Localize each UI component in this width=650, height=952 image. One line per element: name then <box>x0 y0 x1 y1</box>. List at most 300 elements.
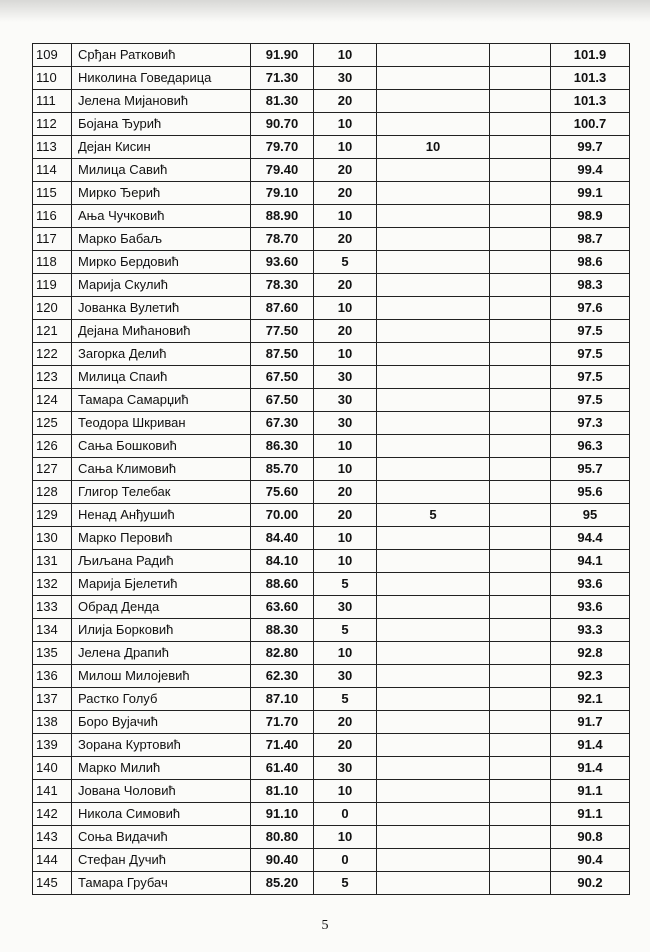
score-cell: 84.10 <box>251 550 314 573</box>
extra-points-cell <box>377 803 490 826</box>
score-cell: 75.60 <box>251 481 314 504</box>
points-cell: 20 <box>314 228 377 251</box>
row-number: 140 <box>33 757 72 780</box>
row-number: 120 <box>33 297 72 320</box>
candidate-name: Срђан Ратковић <box>72 44 251 67</box>
empty-cell <box>490 67 551 90</box>
extra-points-cell <box>377 113 490 136</box>
total-cell: 99.1 <box>551 182 630 205</box>
points-cell: 10 <box>314 297 377 320</box>
table-row <box>33 504 630 527</box>
total-cell: 91.7 <box>551 711 630 734</box>
score-cell: 79.40 <box>251 159 314 182</box>
empty-cell <box>490 343 551 366</box>
points-cell: 10 <box>314 205 377 228</box>
candidate-name: Никола Симовић <box>72 803 251 826</box>
candidate-name: Мирко Ђерић <box>72 182 251 205</box>
total-cell: 101.3 <box>551 90 630 113</box>
candidate-name: Јелена Мијановић <box>72 90 251 113</box>
table-row <box>33 688 630 711</box>
candidate-name: Тамара Самарџић <box>72 389 251 412</box>
table-row <box>33 435 630 458</box>
empty-cell <box>490 228 551 251</box>
row-number: 109 <box>33 44 72 67</box>
extra-points-cell <box>377 90 490 113</box>
total-cell: 98.6 <box>551 251 630 274</box>
score-cell: 79.70 <box>251 136 314 159</box>
points-cell: 20 <box>314 734 377 757</box>
total-cell: 90.4 <box>551 849 630 872</box>
score-cell: 63.60 <box>251 596 314 619</box>
score-cell: 61.40 <box>251 757 314 780</box>
points-cell: 30 <box>314 665 377 688</box>
empty-cell <box>490 182 551 205</box>
table-row <box>33 527 630 550</box>
table-row <box>33 228 630 251</box>
empty-cell <box>490 757 551 780</box>
candidate-name: Јована Чоловић <box>72 780 251 803</box>
total-cell: 97.6 <box>551 297 630 320</box>
score-cell: 85.20 <box>251 872 314 895</box>
extra-points-cell: 5 <box>377 504 490 527</box>
score-cell: 88.90 <box>251 205 314 228</box>
candidate-name: Љиљана Радић <box>72 550 251 573</box>
candidate-name: Ања Чучковић <box>72 205 251 228</box>
candidate-name: Марко Бабаљ <box>72 228 251 251</box>
table-row <box>33 481 630 504</box>
table-row <box>33 90 630 113</box>
empty-cell <box>490 320 551 343</box>
total-cell: 95 <box>551 504 630 527</box>
row-number: 127 <box>33 458 72 481</box>
empty-cell <box>490 688 551 711</box>
row-number: 117 <box>33 228 72 251</box>
table-row <box>33 343 630 366</box>
row-number: 125 <box>33 412 72 435</box>
points-cell: 30 <box>314 596 377 619</box>
points-cell: 30 <box>314 67 377 90</box>
row-number: 113 <box>33 136 72 159</box>
extra-points-cell <box>377 251 490 274</box>
candidate-name: Обрад Денда <box>72 596 251 619</box>
empty-cell <box>490 527 551 550</box>
empty-cell <box>490 504 551 527</box>
empty-cell <box>490 136 551 159</box>
candidate-name: Теодора Шкриван <box>72 412 251 435</box>
total-cell: 96.3 <box>551 435 630 458</box>
candidate-name: Марко Милић <box>72 757 251 780</box>
table-row <box>33 757 630 780</box>
score-cell: 78.70 <box>251 228 314 251</box>
row-number: 131 <box>33 550 72 573</box>
row-number: 115 <box>33 182 72 205</box>
points-cell: 10 <box>314 343 377 366</box>
table-row <box>33 113 630 136</box>
points-cell: 20 <box>314 159 377 182</box>
table-row <box>33 573 630 596</box>
extra-points-cell <box>377 550 490 573</box>
row-number: 134 <box>33 619 72 642</box>
table-row <box>33 665 630 688</box>
points-cell: 30 <box>314 412 377 435</box>
table-row <box>33 44 630 67</box>
candidate-name: Николина Говедарица <box>72 67 251 90</box>
empty-cell <box>490 826 551 849</box>
points-cell: 0 <box>314 849 377 872</box>
table-row <box>33 619 630 642</box>
extra-points-cell <box>377 159 490 182</box>
extra-points-cell <box>377 320 490 343</box>
points-cell: 20 <box>314 481 377 504</box>
candidate-name: Загорка Делић <box>72 343 251 366</box>
candidate-name: Боро Вујачић <box>72 711 251 734</box>
total-cell: 90.8 <box>551 826 630 849</box>
table-row <box>33 826 630 849</box>
row-number: 136 <box>33 665 72 688</box>
total-cell: 93.6 <box>551 573 630 596</box>
extra-points-cell <box>377 688 490 711</box>
row-number: 133 <box>33 596 72 619</box>
points-cell: 10 <box>314 136 377 159</box>
score-cell: 67.50 <box>251 389 314 412</box>
row-number: 114 <box>33 159 72 182</box>
table-row <box>33 297 630 320</box>
row-number: 138 <box>33 711 72 734</box>
points-cell: 5 <box>314 573 377 596</box>
points-cell: 10 <box>314 550 377 573</box>
score-cell: 67.50 <box>251 366 314 389</box>
points-cell: 10 <box>314 113 377 136</box>
extra-points-cell <box>377 849 490 872</box>
extra-points-cell <box>377 228 490 251</box>
points-cell: 10 <box>314 780 377 803</box>
extra-points-cell <box>377 182 490 205</box>
total-cell: 95.6 <box>551 481 630 504</box>
extra-points-cell <box>377 343 490 366</box>
points-cell: 5 <box>314 688 377 711</box>
table-row <box>33 550 630 573</box>
empty-cell <box>490 803 551 826</box>
total-cell: 90.2 <box>551 872 630 895</box>
extra-points-cell <box>377 757 490 780</box>
extra-points-cell <box>377 642 490 665</box>
score-cell: 87.50 <box>251 343 314 366</box>
candidate-name: Јелена Драпић <box>72 642 251 665</box>
extra-points-cell <box>377 389 490 412</box>
table-row <box>33 780 630 803</box>
total-cell: 91.1 <box>551 803 630 826</box>
extra-points-cell <box>377 596 490 619</box>
score-cell: 71.30 <box>251 67 314 90</box>
score-cell: 71.40 <box>251 734 314 757</box>
row-number: 144 <box>33 849 72 872</box>
empty-cell <box>490 113 551 136</box>
candidate-name: Стефан Дучић <box>72 849 251 872</box>
table-row <box>33 596 630 619</box>
score-cell: 78.30 <box>251 274 314 297</box>
candidate-name: Дејана Мићановић <box>72 320 251 343</box>
points-cell: 20 <box>314 182 377 205</box>
points-cell: 10 <box>314 458 377 481</box>
table-row <box>33 366 630 389</box>
extra-points-cell <box>377 826 490 849</box>
score-cell: 70.00 <box>251 504 314 527</box>
candidate-name: Сања Бошковић <box>72 435 251 458</box>
extra-points-cell <box>377 458 490 481</box>
row-number: 121 <box>33 320 72 343</box>
table-row <box>33 251 630 274</box>
total-cell: 94.4 <box>551 527 630 550</box>
points-cell: 30 <box>314 389 377 412</box>
table-row <box>33 205 630 228</box>
row-number: 124 <box>33 389 72 412</box>
table-row <box>33 642 630 665</box>
total-cell: 94.1 <box>551 550 630 573</box>
empty-cell <box>490 412 551 435</box>
row-number: 111 <box>33 90 72 113</box>
points-cell: 5 <box>314 251 377 274</box>
total-cell: 101.3 <box>551 67 630 90</box>
score-cell: 82.80 <box>251 642 314 665</box>
candidate-name: Ненад Анђушић <box>72 504 251 527</box>
candidate-name: Милица Спаић <box>72 366 251 389</box>
row-number: 137 <box>33 688 72 711</box>
points-cell: 30 <box>314 757 377 780</box>
empty-cell <box>490 458 551 481</box>
points-cell: 10 <box>314 527 377 550</box>
empty-cell <box>490 481 551 504</box>
table-row <box>33 320 630 343</box>
total-cell: 99.7 <box>551 136 630 159</box>
extra-points-cell <box>377 527 490 550</box>
row-number: 128 <box>33 481 72 504</box>
score-cell: 67.30 <box>251 412 314 435</box>
total-cell: 97.5 <box>551 343 630 366</box>
empty-cell <box>490 780 551 803</box>
extra-points-cell <box>377 412 490 435</box>
row-number: 132 <box>33 573 72 596</box>
empty-cell <box>490 573 551 596</box>
score-cell: 91.90 <box>251 44 314 67</box>
empty-cell <box>490 44 551 67</box>
total-cell: 93.3 <box>551 619 630 642</box>
total-cell: 101.9 <box>551 44 630 67</box>
score-cell: 90.70 <box>251 113 314 136</box>
total-cell: 93.6 <box>551 596 630 619</box>
empty-cell <box>490 435 551 458</box>
points-cell: 20 <box>314 711 377 734</box>
table-row <box>33 458 630 481</box>
candidate-name: Растко Голуб <box>72 688 251 711</box>
row-number: 119 <box>33 274 72 297</box>
points-cell: 5 <box>314 872 377 895</box>
table-row <box>33 803 630 826</box>
total-cell: 98.3 <box>551 274 630 297</box>
candidate-name: Јованка Вулетић <box>72 297 251 320</box>
table-row <box>33 67 630 90</box>
row-number: 118 <box>33 251 72 274</box>
empty-cell <box>490 389 551 412</box>
row-number: 145 <box>33 872 72 895</box>
extra-points-cell <box>377 44 490 67</box>
row-number: 116 <box>33 205 72 228</box>
total-cell: 100.7 <box>551 113 630 136</box>
table-row <box>33 412 630 435</box>
extra-points-cell <box>377 481 490 504</box>
row-number: 126 <box>33 435 72 458</box>
empty-cell <box>490 205 551 228</box>
row-number: 141 <box>33 780 72 803</box>
ranking-table-body <box>33 44 630 895</box>
empty-cell <box>490 550 551 573</box>
page-number: 5 <box>321 918 329 933</box>
extra-points-cell <box>377 274 490 297</box>
total-cell: 91.4 <box>551 757 630 780</box>
extra-points-cell <box>377 780 490 803</box>
points-cell: 10 <box>314 826 377 849</box>
empty-cell <box>490 297 551 320</box>
row-number: 142 <box>33 803 72 826</box>
points-cell: 20 <box>314 274 377 297</box>
table-row <box>33 734 630 757</box>
score-cell: 88.60 <box>251 573 314 596</box>
score-cell: 91.10 <box>251 803 314 826</box>
points-cell: 0 <box>314 803 377 826</box>
extra-points-cell <box>377 665 490 688</box>
score-cell: 85.70 <box>251 458 314 481</box>
points-cell: 30 <box>314 366 377 389</box>
extra-points-cell <box>377 366 490 389</box>
score-cell: 79.10 <box>251 182 314 205</box>
candidate-name: Дејан Кисин <box>72 136 251 159</box>
total-cell: 92.3 <box>551 665 630 688</box>
candidate-name: Соња Видачић <box>72 826 251 849</box>
ranking-table <box>32 43 630 895</box>
total-cell: 97.5 <box>551 320 630 343</box>
score-cell: 71.70 <box>251 711 314 734</box>
empty-cell <box>490 366 551 389</box>
total-cell: 92.8 <box>551 642 630 665</box>
table-row <box>33 136 630 159</box>
total-cell: 97.5 <box>551 366 630 389</box>
candidate-name: Марија Скулић <box>72 274 251 297</box>
table-row <box>33 872 630 895</box>
score-cell: 87.60 <box>251 297 314 320</box>
empty-cell <box>490 596 551 619</box>
row-number: 112 <box>33 113 72 136</box>
table-row <box>33 849 630 872</box>
table-row <box>33 159 630 182</box>
row-number: 130 <box>33 527 72 550</box>
table-row <box>33 182 630 205</box>
candidate-name: Глигор Телебак <box>72 481 251 504</box>
score-cell: 77.50 <box>251 320 314 343</box>
candidate-name: Марија Бјелетић <box>72 573 251 596</box>
extra-points-cell <box>377 573 490 596</box>
empty-cell <box>490 665 551 688</box>
table-row <box>33 274 630 297</box>
empty-cell <box>490 711 551 734</box>
row-number: 123 <box>33 366 72 389</box>
row-number: 129 <box>33 504 72 527</box>
points-cell: 10 <box>314 435 377 458</box>
total-cell: 91.1 <box>551 780 630 803</box>
empty-cell <box>490 159 551 182</box>
extra-points-cell <box>377 67 490 90</box>
empty-cell <box>490 251 551 274</box>
points-cell: 5 <box>314 619 377 642</box>
score-cell: 88.30 <box>251 619 314 642</box>
empty-cell <box>490 849 551 872</box>
candidate-name: Марко Перовић <box>72 527 251 550</box>
row-number: 122 <box>33 343 72 366</box>
total-cell: 99.4 <box>551 159 630 182</box>
score-cell: 80.80 <box>251 826 314 849</box>
table-row <box>33 711 630 734</box>
candidate-name: Зорана Куртовић <box>72 734 251 757</box>
extra-points-cell <box>377 619 490 642</box>
points-cell: 20 <box>314 90 377 113</box>
candidate-name: Илија Борковић <box>72 619 251 642</box>
row-number: 110 <box>33 67 72 90</box>
extra-points-cell <box>377 297 490 320</box>
score-cell: 81.10 <box>251 780 314 803</box>
points-cell: 10 <box>314 44 377 67</box>
scan-edge-shadow <box>0 0 650 22</box>
score-cell: 62.30 <box>251 665 314 688</box>
candidate-name: Бојана Ђурић <box>72 113 251 136</box>
score-cell: 84.40 <box>251 527 314 550</box>
table-row <box>33 389 630 412</box>
total-cell: 91.4 <box>551 734 630 757</box>
total-cell: 92.1 <box>551 688 630 711</box>
total-cell: 98.9 <box>551 205 630 228</box>
extra-points-cell <box>377 711 490 734</box>
empty-cell <box>490 90 551 113</box>
total-cell: 98.7 <box>551 228 630 251</box>
row-number: 139 <box>33 734 72 757</box>
candidate-name: Тамара Грубач <box>72 872 251 895</box>
total-cell: 97.5 <box>551 389 630 412</box>
total-cell: 95.7 <box>551 458 630 481</box>
extra-points-cell <box>377 205 490 228</box>
row-number: 143 <box>33 826 72 849</box>
total-cell: 97.3 <box>551 412 630 435</box>
candidate-name: Сања Климовић <box>72 458 251 481</box>
score-cell: 93.60 <box>251 251 314 274</box>
score-cell: 90.40 <box>251 849 314 872</box>
points-cell: 20 <box>314 320 377 343</box>
empty-cell <box>490 619 551 642</box>
candidate-name: Милица Савић <box>72 159 251 182</box>
points-cell: 20 <box>314 504 377 527</box>
score-cell: 87.10 <box>251 688 314 711</box>
candidate-name: Милош Милојевић <box>72 665 251 688</box>
empty-cell <box>490 872 551 895</box>
score-cell: 86.30 <box>251 435 314 458</box>
extra-points-cell <box>377 872 490 895</box>
extra-points-cell <box>377 435 490 458</box>
empty-cell <box>490 274 551 297</box>
empty-cell <box>490 734 551 757</box>
score-cell: 81.30 <box>251 90 314 113</box>
empty-cell <box>490 642 551 665</box>
candidate-name: Мирко Бердовић <box>72 251 251 274</box>
extra-points-cell <box>377 734 490 757</box>
extra-points-cell: 10 <box>377 136 490 159</box>
points-cell: 10 <box>314 642 377 665</box>
row-number: 135 <box>33 642 72 665</box>
